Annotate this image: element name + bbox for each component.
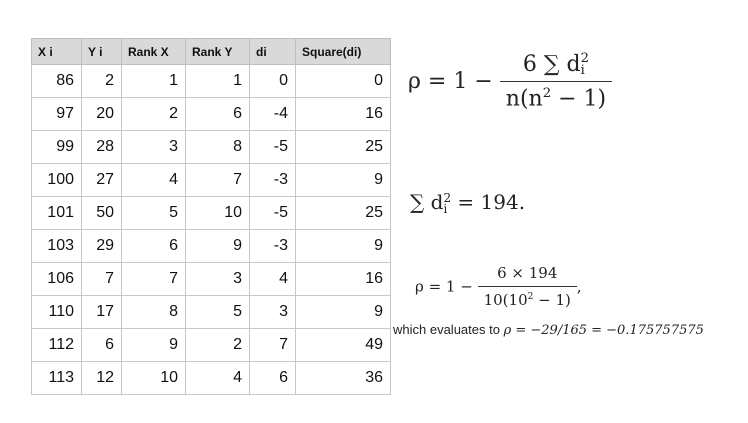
table-cell: 9: [296, 230, 391, 263]
table-cell: 2: [186, 329, 250, 362]
table-cell: 0: [250, 65, 296, 98]
table-cell: 5: [122, 197, 186, 230]
table-cell: 6: [250, 362, 296, 395]
table-body: [32, 65, 391, 395]
formula-numerator: 6 ∑ d 2 i: [522, 51, 590, 78]
table-cell: 86: [32, 65, 82, 98]
table-cell: 3: [250, 296, 296, 329]
table-cell: 9: [122, 329, 186, 362]
table-row: [32, 98, 391, 131]
table-cell: 2: [122, 98, 186, 131]
table-cell: 100: [32, 164, 82, 197]
table-cell: -5: [250, 131, 296, 164]
table-cell: 16: [296, 98, 391, 131]
table-cell: 1: [186, 65, 250, 98]
formula-denominator: $n(n^2 - 1)$: [500, 81, 612, 111]
table-cell: 1: [122, 65, 186, 98]
table-cell: 106: [32, 263, 82, 296]
table-cell: -4: [250, 98, 296, 131]
table-cell: 3: [122, 131, 186, 164]
table-cell: -5: [250, 197, 296, 230]
table-cell: 112: [32, 329, 82, 362]
result-text: which evaluates to ρ = −29/165 = −0.175757575: [393, 322, 704, 338]
table-row: [32, 230, 391, 263]
table-cell: 99: [32, 131, 82, 164]
table-cell: 2: [82, 65, 122, 98]
table-cell: 7: [122, 263, 186, 296]
table-row: [32, 296, 391, 329]
rank-table: [31, 38, 391, 395]
table-cell: -3: [250, 164, 296, 197]
table-cell: 7: [82, 263, 122, 296]
substituted-fraction: [478, 264, 577, 309]
table-row: [32, 329, 391, 362]
table-cell: 20: [82, 98, 122, 131]
table-cell: 16: [296, 263, 391, 296]
table-cell: 6: [122, 230, 186, 263]
table-cell: 10: [186, 197, 250, 230]
column-header: Y i: [82, 39, 122, 65]
table-cell: -3: [250, 230, 296, 263]
table-cell: 113: [32, 362, 82, 395]
table-cell: 12: [82, 362, 122, 395]
table-cell: 4: [186, 362, 250, 395]
table-cell: 27: [82, 164, 122, 197]
table-header-row: [32, 39, 391, 65]
table-cell: 9: [296, 296, 391, 329]
table-cell: 50: [82, 197, 122, 230]
column-header: Rank Y: [186, 39, 250, 65]
formula-lhs: ρ = 1 −: [408, 69, 493, 95]
spearman-formula: [408, 52, 612, 111]
table-cell: 4: [250, 263, 296, 296]
table-cell: 110: [32, 296, 82, 329]
table-cell: 17: [82, 296, 122, 329]
table-cell: 4: [122, 164, 186, 197]
formula-fraction: [500, 52, 612, 111]
table-cell: 7: [250, 329, 296, 362]
table-cell: 6: [186, 98, 250, 131]
table-cell: 29: [82, 230, 122, 263]
table-cell: 8: [122, 296, 186, 329]
table-cell: 49: [296, 329, 391, 362]
table-cell: 25: [296, 131, 391, 164]
substituted-numerator: 6 × 194: [497, 264, 558, 282]
table-row: [32, 131, 391, 164]
table-row: [32, 197, 391, 230]
table-row: [32, 65, 391, 98]
table-cell: 10: [122, 362, 186, 395]
table-row: [32, 362, 391, 395]
column-header: Square(di): [296, 39, 391, 65]
table-cell: 8: [186, 131, 250, 164]
table-cell: 6: [82, 329, 122, 362]
table-cell: 101: [32, 197, 82, 230]
table-cell: 36: [296, 362, 391, 395]
table-cell: 97: [32, 98, 82, 131]
table-cell: 5: [186, 296, 250, 329]
table-row: [32, 164, 391, 197]
substituted-formula: ρ = 1 − $\frac{6 \times 194}{10(10^2 - 1)}$ ,: [415, 264, 582, 309]
table-cell: 25: [296, 197, 391, 230]
sum-of-squares: ∑ d 2 i = 194.: [410, 190, 526, 216]
table-cell: 9: [296, 164, 391, 197]
table-cell: 9: [186, 230, 250, 263]
column-header: X i: [32, 39, 82, 65]
table-cell: 28: [82, 131, 122, 164]
column-header: di: [250, 39, 296, 65]
table-cell: 0: [296, 65, 391, 98]
table-cell: 3: [186, 263, 250, 296]
substituted-denominator: $10(10^2 - 1)$: [478, 286, 577, 309]
table-cell: 7: [186, 164, 250, 197]
column-header: Rank X: [122, 39, 186, 65]
table-row: [32, 263, 391, 296]
table-cell: 103: [32, 230, 82, 263]
